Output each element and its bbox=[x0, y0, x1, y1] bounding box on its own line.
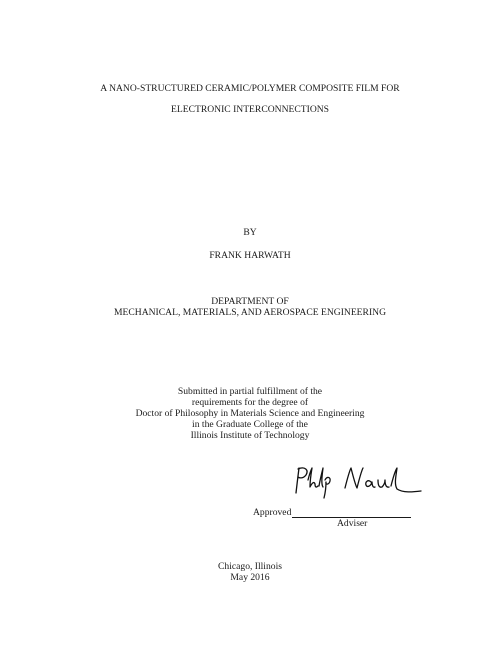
submission-line-1: Submitted in partial fulfillment of the bbox=[177, 386, 323, 397]
department-line-2: MECHANICAL, MATERIALS, AND AEROSPACE ENGINEERING bbox=[113, 307, 386, 318]
adviser-label: Adviser bbox=[337, 518, 368, 529]
date: May 2016 bbox=[230, 572, 270, 583]
submission-line-3: Doctor of Philosophy in Materials Science and Engineering bbox=[135, 408, 365, 419]
title-line-1: A NANO-STRUCTURED CERAMIC/POLYMER COMPOSITE FILM FOR bbox=[100, 83, 400, 94]
approved-label: Approved bbox=[253, 507, 292, 518]
author-name: FRANK HARWATH bbox=[209, 250, 291, 261]
department-line-1: DEPARTMENT OF bbox=[211, 296, 289, 307]
adviser-signature bbox=[293, 462, 423, 500]
by-label: BY bbox=[243, 227, 257, 238]
submission-line-2: requirements for the degree of bbox=[191, 397, 309, 408]
submission-line-5: Illinois Institute of Technology bbox=[190, 430, 310, 441]
title-line-2: ELECTRONIC INTERCONNECTIONS bbox=[170, 104, 330, 115]
location: Chicago, Illinois bbox=[218, 561, 282, 572]
submission-line-4: in the Graduate College of the bbox=[192, 419, 308, 430]
